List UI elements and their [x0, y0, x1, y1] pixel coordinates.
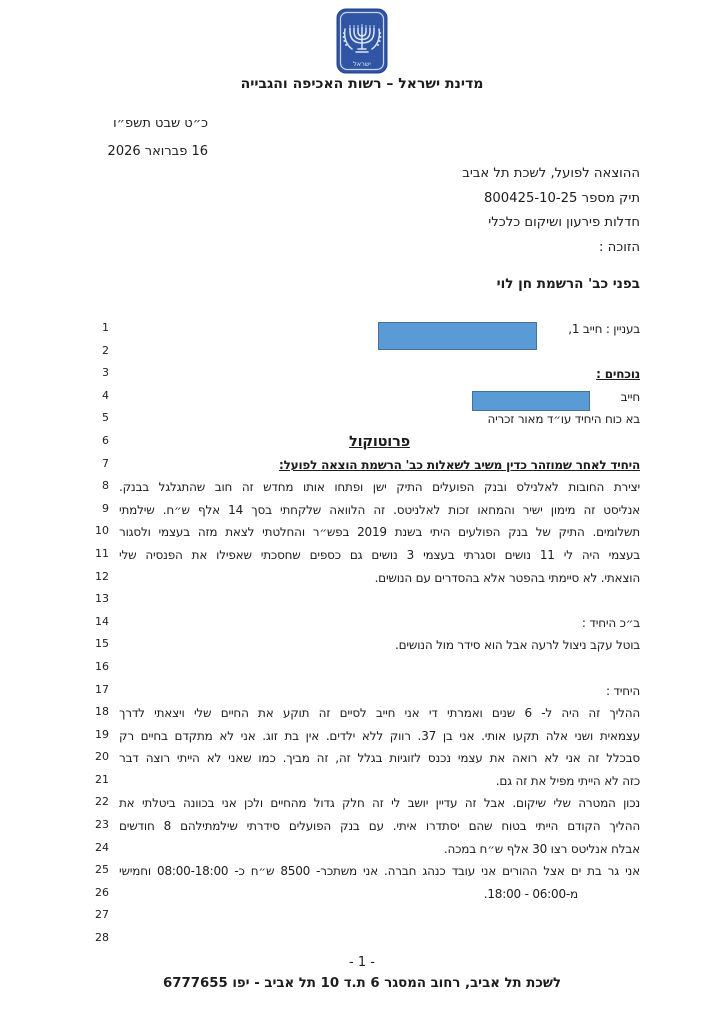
line-text: בעצמי היה לי 11 נושים וסגרתי בעצמי 3 נושים גם כספים שחסכתי שאפילו את הפנסיה שלי	[119, 547, 640, 562]
protocol-line	[95, 680, 640, 703]
case-block	[340, 162, 640, 260]
redaction-box-debtor-id	[472, 391, 590, 411]
line-text: ההליך הקודם הייתי בטוח שהם יסתדרו איתי. עם בנק הפועלים סידרתי שילמתילהם 8 חודשים	[119, 819, 640, 834]
line-text: נוכחים :	[596, 367, 640, 382]
protocol-line	[95, 589, 640, 612]
redaction-box-debtor-name	[378, 322, 537, 350]
protocol-line	[95, 544, 640, 567]
line-number: 6	[102, 433, 109, 447]
line-number: 15	[95, 637, 109, 651]
line-number: 27	[95, 908, 109, 922]
line-text: יצירת החובות לאלנילס ובנק הפועלים התיק ישן ופתחו אותו מחדש זה חוב שהתגלגל בבנק.	[119, 480, 640, 495]
protocol-line	[95, 318, 640, 341]
line-number: 4	[102, 388, 109, 402]
protocol-line	[95, 612, 640, 635]
line-text: כזה לא הייתי מפיל את זה גם.	[495, 773, 640, 788]
emblem-label: ישראל	[353, 60, 371, 68]
protocol-line	[95, 815, 640, 838]
registrar-line: בפני כב' הרשמת חן לוי	[496, 276, 640, 292]
case-number: תיק מספר 800425-10-25	[484, 190, 640, 206]
line-text	[119, 589, 640, 612]
protocol-line	[95, 499, 640, 522]
line-text	[119, 657, 640, 680]
protocol-line	[95, 634, 640, 657]
protocol-line	[95, 521, 640, 544]
protocol-line	[95, 567, 640, 590]
line-number: 25	[95, 863, 109, 877]
protocol-line	[95, 476, 640, 499]
protocol-line	[95, 792, 640, 815]
footer-address: לשכת תל אביב, רחוב המסגר 6 ת.ד 10 תל אביב - יפו 6777655	[162, 976, 562, 991]
line-text: נכון המטרה שלי שיקום. אבל זה עדיין יושב לי זה חלק גדול מהחיים ולכן אני בכוונה ביטלתי את	[119, 796, 640, 811]
line-number: 19	[95, 727, 109, 741]
line-number: 5	[102, 411, 109, 425]
line-number: 16	[95, 659, 109, 673]
line-number: 3	[102, 366, 109, 380]
protocol-line	[95, 883, 640, 906]
line-text: הוצאתי. לא סיימתי בהפטר אלא בהסדרים עם הנושים.	[374, 570, 640, 585]
protocol-line	[95, 747, 640, 770]
protocol-line	[95, 454, 640, 477]
line-number: 13	[95, 592, 109, 606]
line-number: 22	[95, 795, 109, 809]
line-number: 14	[95, 614, 109, 628]
line-text: בוטל עקב ניצול לרעה אבל הוא סידר מול הנושים.	[395, 638, 640, 653]
line-text: היחיד לאחר שמוזהר כדין משיב לשאלות כב' הרשמת הוצאה לפועל:	[279, 457, 640, 472]
israel-state-emblem-icon	[336, 8, 388, 74]
protocol-line	[95, 341, 640, 364]
line-number: 2	[102, 343, 109, 357]
protocol-line	[95, 905, 640, 928]
page-number: - 1 -	[349, 955, 375, 970]
protocol-line	[95, 431, 640, 454]
line-text: פרוטוקול	[349, 433, 410, 450]
line-text: ההליך זה היה ל- 6 שנים ואמרתי די אני חייב לסיים זה תוקע את החיים שלי ויצאתי לדרך	[119, 706, 640, 721]
line-number: 9	[102, 501, 109, 515]
protocol-line	[95, 838, 640, 861]
line-text	[119, 928, 640, 951]
line-text: היחיד :	[605, 683, 640, 698]
line-text: אנליסט זה מימון ישיר והמחאו זכות לאלניטס. זה הלוואה שלקחתי בסך 14 אלף ש״ח. שילמתי	[119, 502, 640, 517]
line-number: 8	[102, 479, 109, 493]
line-text: סבכלל זה אני לא רואה את עצמי נכנס לזוגיות בגלל זה, זה מביך. כמו שאני לא הייתי רוצה דבר	[119, 751, 640, 766]
line-number: 10	[95, 524, 109, 538]
proceeding-type: חדלות פירעון ושיקום כלכלי	[488, 215, 640, 231]
line-number: 7	[102, 456, 109, 470]
line-number: 1	[102, 321, 109, 334]
protocol-line	[95, 725, 640, 748]
creditor-label: הזוכה :	[599, 239, 640, 255]
hebrew-date: כ״ט שבט תשפ״ו	[113, 116, 208, 131]
line-number: 21	[95, 772, 109, 786]
protocol-line	[95, 928, 640, 951]
line-text: מ-06:00 - 18:00.	[483, 886, 578, 901]
line-text: אבלח אנליטס רצו 30 אלף ש״ח במכה.	[443, 841, 640, 856]
line-number: 18	[95, 705, 109, 719]
page-title: מדינת ישראל – רשות האכיפה והגבייה	[240, 76, 484, 92]
line-number: 17	[95, 682, 109, 696]
date-block	[100, 110, 208, 166]
protocol-line	[95, 657, 640, 680]
line-number: 24	[95, 840, 109, 854]
line-number: 26	[95, 885, 109, 899]
line-text: עצמאית ושני אלה תקעו אותי. אני בן 37. רווק ללא ילדים. אין בת זוג. אני לא מתקדם בחיים רק	[119, 728, 640, 743]
line-text: אני גר בת ים אצל ההורים אני עובד כנהג חברה. אני משתכר- 8500 ש״ח כ- 08:00-18:00 וחמישי	[119, 864, 640, 879]
protocol-line	[95, 770, 640, 793]
protocol-line	[95, 408, 640, 431]
line-number: 11	[95, 546, 109, 560]
line-text: תשלומים. התיק של בנק הפולעים היתי בשנת 2019 בפש״ר והחלטתי לצאת מזה בעצמי ולסגור	[119, 525, 640, 540]
line-number: 28	[95, 931, 109, 945]
line-number: 23	[95, 818, 109, 832]
line-number: 12	[95, 569, 109, 583]
protocol-line	[95, 363, 640, 386]
line-text: בא כוח היחיד עו״ד מאור זכריה	[487, 412, 640, 427]
line-text: ב״כ היחיד :	[581, 615, 640, 630]
line-text: חייב	[620, 389, 640, 404]
line-text: בעניין : חייב 1,	[568, 322, 640, 336]
protocol-line	[95, 702, 640, 725]
office-line: ההוצאה לפועל, לשכת תל אביב	[462, 166, 640, 181]
line-number: 20	[95, 750, 109, 764]
gregorian-date: 16 פברואר 2026	[107, 144, 208, 159]
protocol-line	[95, 860, 640, 883]
line-text	[119, 905, 640, 928]
protocol-lines	[95, 318, 640, 951]
